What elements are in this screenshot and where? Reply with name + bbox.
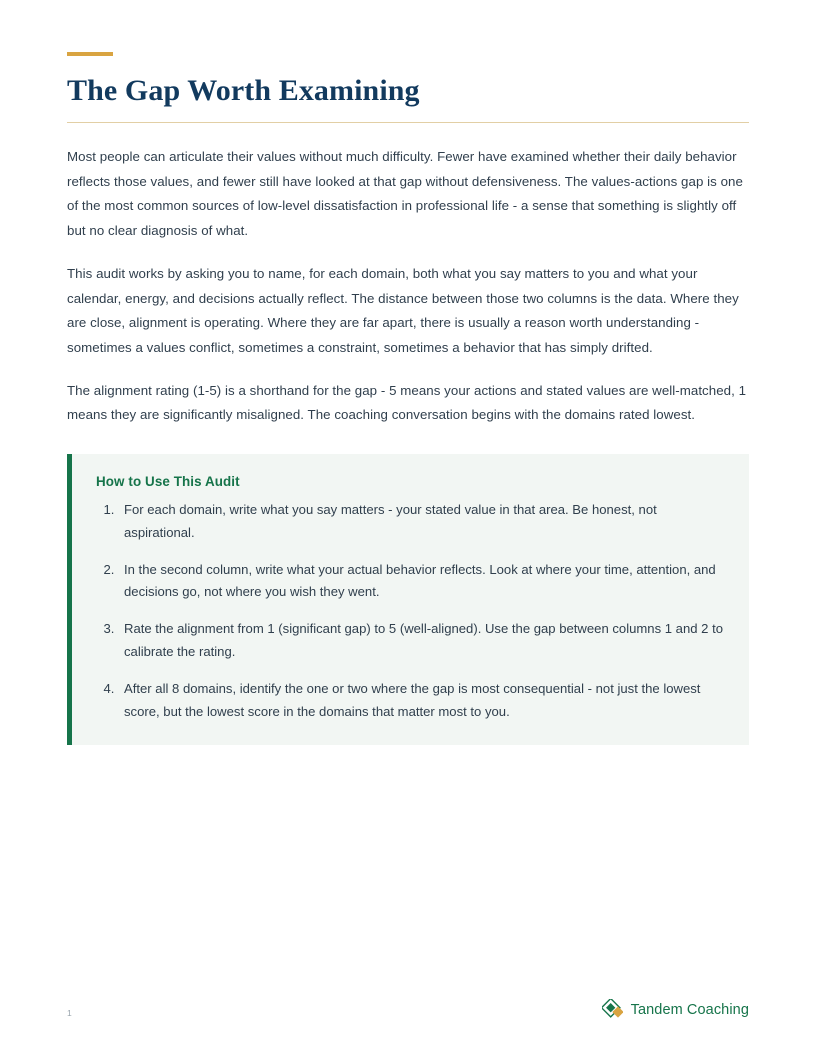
- body-paragraph: Most people can articulate their values without much difficulty. Fewer have examined whether their daily behavior reflects those values, and fewer still have looked at that gap without defensiveness. The values-actions gap is one of the most common sources of low-level dissatisfaction in professional life - a sense that something is slightly off but no clear diagnosis of what.: [67, 149, 743, 239]
- brand-name: Tandem Coaching: [630, 1001, 749, 1018]
- brand-logo: [602, 999, 749, 1020]
- body-paragraph: This audit works by asking you to name, for each domain, both what you say matters to you and what your calendar, energy, and decisions actually reflect. The distance between those two columns is the data. Where they are close, alignment is operating. Where they are far apart, there is usually a reason worth understanding - sometimes a values conflict, sometimes a constraint, sometimes a behavior that has simply drifted.: [67, 265, 739, 355]
- list-item: 3. Rate the alignment from 1 (significant gap) to 5 (well-aligned). Use the gap between columns 1 and 2 to calibrate the rating.: [118, 618, 723, 664]
- body-paragraph: The alignment rating (1-5) is a shorthand for the gap - 5 means your actions and stated values are well-matched, 1 means they are significantly misaligned. The coaching conversation begins with the domains rated lowest.: [67, 382, 747, 423]
- callout-list: [96, 499, 723, 723]
- title-divider: [67, 122, 749, 123]
- list-item: 1. For each domain, write what you say matters - your stated value in that area. Be honest, not aspirational.: [118, 499, 723, 545]
- document-content: [67, 52, 749, 745]
- page-title: The Gap Worth Examining: [67, 74, 420, 107]
- callout-title: How to Use This Audit: [96, 474, 240, 490]
- page-number: 1: [67, 1008, 72, 1018]
- diamond-logo-icon: [602, 999, 623, 1020]
- how-to-use-callout: [67, 454, 749, 745]
- page-footer: [67, 996, 749, 1020]
- list-item: 2. In the second column, write what your actual behavior reflects. Look at where your time, attention, and decisions go, not where you wish they went.: [118, 559, 723, 605]
- list-item: 4. After all 8 domains, identify the one or two where the gap is most consequential - not just the lowest score, but the lowest score in the domains that matter most to you.: [118, 678, 723, 724]
- title-accent-rule: [67, 52, 113, 56]
